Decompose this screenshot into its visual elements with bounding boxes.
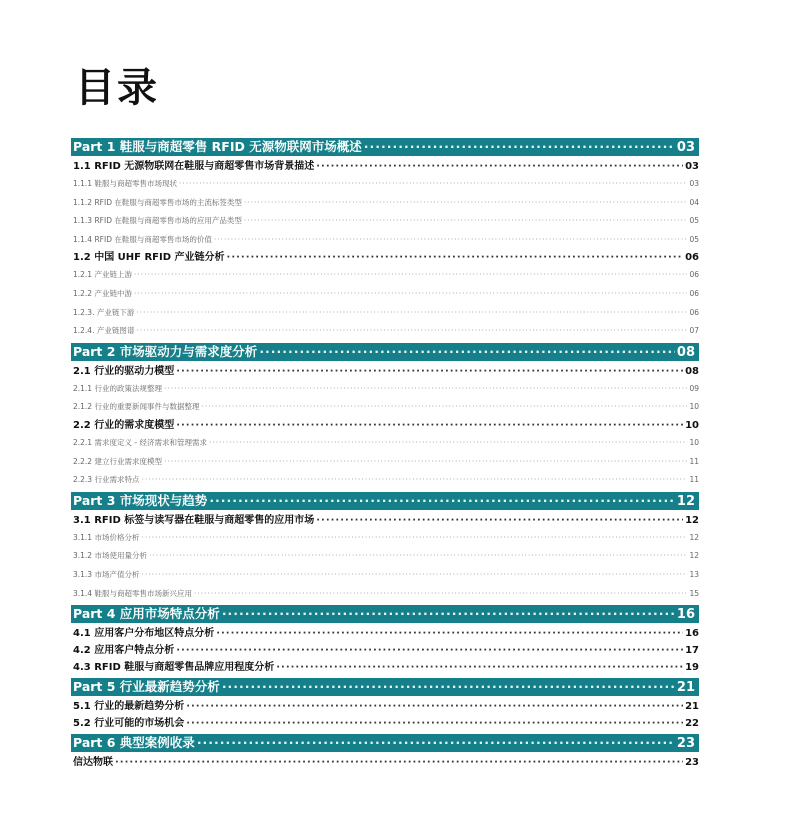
toc-page-number: 06 [685,252,699,264]
toc-entry-title: 1.2.4. 产业链图谱 [73,326,135,336]
dot-leader [115,754,683,771]
toc-page-number: 06 [689,270,699,280]
dot-leader [176,363,683,380]
toc-page-number: 12 [689,551,699,561]
toc-entry-title: 5.2 行业可能的市场机会 [73,718,185,730]
toc-entry-title: 信达物联 [73,757,113,769]
toc-page-number: 03 [685,161,699,172]
toc-subsection-entry[interactable] [71,285,699,304]
dot-leader [244,194,688,213]
dot-leader [364,138,675,156]
toc-page-number: 08 [685,365,699,377]
toc-page-number: 21 [676,680,695,696]
toc-entry-title: 3.1.4 鞋服与商超零售市场新兴应用 [73,588,192,598]
toc-subsection-entry[interactable] [71,585,699,604]
dot-leader [141,529,687,548]
toc-subsection-entry[interactable] [71,194,699,213]
toc-page-number: 07 [689,326,699,336]
toc-section-entry[interactable] [71,417,699,434]
dot-leader [149,547,687,566]
toc-section-entry[interactable] [71,642,699,659]
toc-entry-title: 1.1.4 RFID 在鞋服与商超零售市场的价值 [73,234,212,244]
dot-leader [316,512,683,529]
toc-part-heading[interactable] [71,492,699,510]
toc-page-number: 12 [689,532,699,542]
toc-part-heading[interactable] [71,734,699,752]
toc-subsection-entry[interactable] [71,175,699,194]
toc-entry-title: 3.1 RFID 标签与读写器在鞋服与商超零售的应用市场 [73,514,315,526]
toc-entry-title: 1.1.1 鞋服与商超零售市场现状 [73,179,177,188]
toc-subsection-entry[interactable] [71,231,699,250]
toc-entry-title: 2.1.1 行业的政策法规整理 [73,383,162,393]
dot-leader [186,715,683,732]
toc-page-number: 12 [685,514,699,526]
toc-page-number: 09 [689,383,699,393]
dot-leader [209,492,675,510]
toc-entry-title: 1.2.3. 产业链下游 [73,307,135,317]
toc-page-number: 19 [685,662,699,674]
dot-leader [276,659,683,676]
dot-leader [141,566,687,585]
dot-leader [179,175,687,194]
toc-page-number: 03 [689,179,699,188]
toc-part-heading[interactable] [71,678,699,696]
toc-part-heading[interactable] [71,138,699,156]
toc-page-number: 23 [685,757,699,769]
toc-page-number: 04 [689,197,699,207]
toc-subsection-entry[interactable] [71,547,699,566]
toc-entry-title: 1.1.3 RFID 在鞋服与商超零售市场的应用产品类型 [73,216,242,226]
toc-subsection-entry[interactable] [71,398,699,417]
toc-entry-title: Part 5 行业最新趋势分析 [73,679,220,695]
toc-part-heading[interactable] [71,605,699,623]
toc-section-entry[interactable] [71,715,699,732]
toc-entry-title: Part 4 应用市场特点分析 [73,606,220,622]
dot-leader [216,625,683,642]
toc-subsection-entry[interactable] [71,471,699,490]
toc-subsection-entry[interactable] [71,266,699,285]
toc-page-number: 12 [676,493,695,509]
toc-page-number: 10 [689,402,699,412]
dot-leader [222,605,675,623]
toc-entry-title: Part 2 市场驱动力与需求度分析 [73,343,258,359]
dot-leader [222,678,675,696]
dot-leader [316,158,683,175]
dot-leader [164,453,687,472]
toc-page-number: 17 [685,645,699,657]
toc-entry-title: 1.2.2 产业链中游 [73,288,132,298]
dot-leader [176,642,683,659]
toc-subsection-entry[interactable] [71,212,699,231]
page-title: 目录 [75,65,159,111]
toc-page-number: 15 [689,588,699,598]
toc-section-entry[interactable] [71,754,699,771]
toc-page-number: 22 [685,718,699,730]
dot-leader [136,304,687,323]
toc-section-entry[interactable] [71,625,699,642]
toc-page-number: 11 [689,475,699,485]
toc-page-number: 05 [689,234,699,244]
toc-page-number: 21 [685,701,699,713]
toc-page-number: 10 [689,437,699,447]
dot-leader [259,343,675,361]
dot-leader [186,698,683,715]
toc-section-entry[interactable] [71,249,699,266]
toc-entry-title: Part 1 鞋服与商超零售 RFID 无源物联网市场概述 [73,139,362,154]
toc-page-number: 11 [689,456,699,466]
dot-leader [176,417,683,434]
toc-entry-title: 2.2.1 需求度定义 - 经济需求和管理需求 [73,437,207,447]
toc-subsection-entry[interactable] [71,322,699,341]
toc-page-number: 08 [676,344,695,360]
toc-page-number: 16 [685,628,699,640]
toc-page-number: 03 [676,140,695,155]
toc-page-number: 06 [689,307,699,317]
toc-entry-title: 3.1.1 市场价格分析 [73,532,140,542]
toc-section-entry[interactable] [71,363,699,380]
toc-page-number: 23 [676,736,695,752]
toc-entry-title: 4.2 应用客户特点分析 [73,645,175,657]
toc-part-heading[interactable] [71,343,699,361]
toc-subsection-entry[interactable] [71,529,699,548]
toc-page-number: 05 [689,216,699,226]
toc-subsection-entry[interactable] [71,566,699,585]
toc-entry-title: 4.1 应用客户分布地区特点分析 [73,628,215,640]
toc-section-entry[interactable] [71,512,699,529]
toc-entry-title: 3.1.3 市场产值分析 [73,569,140,579]
dot-leader [209,434,688,453]
toc-section-entry[interactable] [71,158,699,175]
toc-entry-title: 4.3 RFID 鞋服与商超零售品牌应用程度分析 [73,662,275,674]
toc-section-entry[interactable] [71,698,699,715]
table-of-contents [71,136,699,771]
dot-leader [214,231,688,250]
toc-section-entry[interactable] [71,659,699,676]
toc-subsection-entry[interactable] [71,453,699,472]
toc-entry-title: 1.2.1 产业链上游 [73,270,132,280]
toc-entry-title: 2.1.2 行业的重要新闻事件与数据整理 [73,402,200,412]
toc-page-number: 13 [689,569,699,579]
dot-leader [197,734,675,752]
toc-entry-title: 1.2 中国 UHF RFID 产业链分析 [73,252,225,264]
dot-leader [134,285,687,304]
toc-entry-title: 1.1 RFID 无源物联网在鞋服与商超零售市场背景描述 [73,161,315,172]
toc-entry-title: 5.1 行业的最新趋势分析 [73,701,185,713]
toc-subsection-entry[interactable] [71,380,699,399]
toc-page-number: 10 [685,419,699,431]
toc-entry-title: 2.1 行业的驱动力模型 [73,365,175,377]
toc-page-number: 16 [676,607,695,623]
toc-entry-title: Part 3 市场现状与趋势 [73,492,208,508]
dot-leader [244,212,688,231]
toc-page-number: 06 [689,288,699,298]
toc-entry-title: 2.2.3 行业需求特点 [73,475,140,485]
toc-entry-title: 2.2 行业的需求度模型 [73,419,175,431]
toc-subsection-entry[interactable] [71,434,699,453]
toc-entry-title: 3.1.2 市场使用量分析 [73,551,147,561]
dot-leader [134,266,687,285]
dot-leader [141,471,687,490]
toc-entry-title: Part 6 典型案例收录 [73,735,195,751]
dot-leader [164,380,687,399]
dot-leader [194,585,687,604]
dot-leader [136,322,687,341]
dot-leader [227,249,684,266]
dot-leader [201,398,687,417]
toc-entry-title: 2.2.2 建立行业需求度模型 [73,456,162,466]
toc-subsection-entry[interactable] [71,304,699,323]
toc-entry-title: 1.1.2 RFID 在鞋服与商超零售市场的主流标签类型 [73,197,242,207]
